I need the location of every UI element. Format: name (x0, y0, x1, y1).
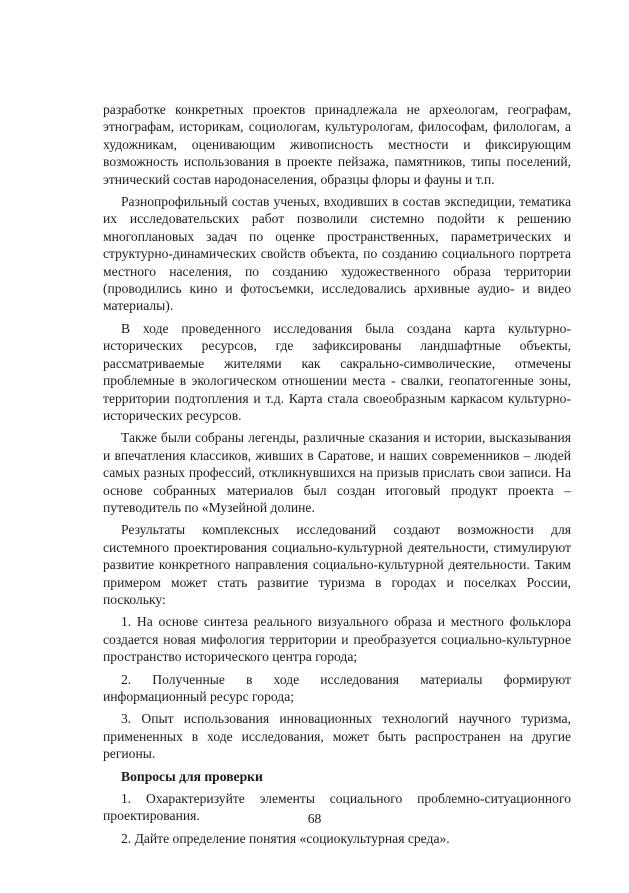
paragraph: В ходе проведенного исследования была создана карта культурно-исторических ресурсов, где зафиксированы ландшафтные объекты, рассматриваемые жителями как сакрально-символические, отмечены проблемные в экологическом отношении места - свалки, геопатогенные зоны, территории подтопления и т.д. Карта стала своеобразным каркасом культурно-исторических ресурсов. (103, 320, 571, 423)
list-item: 1. На основе синтеза реального визуального образа и местного фольклора создается новая мифология территории и преобразуется социально-культурное пространство исторического центра города; (103, 614, 571, 665)
paragraph: Также были собраны легенды, различные сказания и истории, высказывания и впечатления классиков, живших в Саратове, и наших современников – людей самых разных профессий, откликнувшихся на призыв прислать свои записи. На основе собранных материалов был создан итоговый продукт проекта – путеводитель по «Музейной долине. (103, 430, 571, 515)
section-heading: Вопросы для проверки (121, 768, 263, 784)
question-item: 1. Охарактеризуйте элементы социального проблемно-ситуационного проектирования. (103, 791, 571, 824)
page-number: 68 (307, 811, 322, 826)
list-item: 3. Опыт использования инновационных технологий научного туризма, примененных в ходе исследования, может быть распространен на другие регионы. (103, 711, 571, 762)
paragraph: Разнопрофильный состав ученых, входивших в состав экспедиции, тематика их исследовательских работ позволили системно подойти к решению многоплановых задач по оценке пространственных, параметрических и структурно-динамических свойств объекта, по созданию социального портрета местного населения, по созданию художественного образа территории (проводились кино и фотосъемки, исследовались архивные аудио- и видео материалы). (103, 194, 571, 314)
paragraph: Результаты комплексных исследований создают возможности для системного проектирования социально-культурной деятельности, стимулируют развитие конкретного направления социально-культурной деятельности. Таким примером может стать развитие туризма в городах и поселках России, поскольку: (103, 522, 571, 607)
page-body (103, 101, 571, 852)
question-item: 2. Дайте определение понятия «социокультурная среда». (121, 830, 450, 846)
paragraph: разработке конкретных проектов принадлежала не археологам, географам, этнографам, историкам, социологам, культурологам, философам, филологам, а художникам, оценивающим живописность местности и фиксирующим возможность использования в проекте пейзажа, памятников, типы поселений, этнический состав народонаселения, образцы флоры и фауны и т.п. (103, 102, 571, 187)
list-item: 2. Полученные в ходе исследования материалы формируют информационный ресурс города; (103, 671, 571, 704)
